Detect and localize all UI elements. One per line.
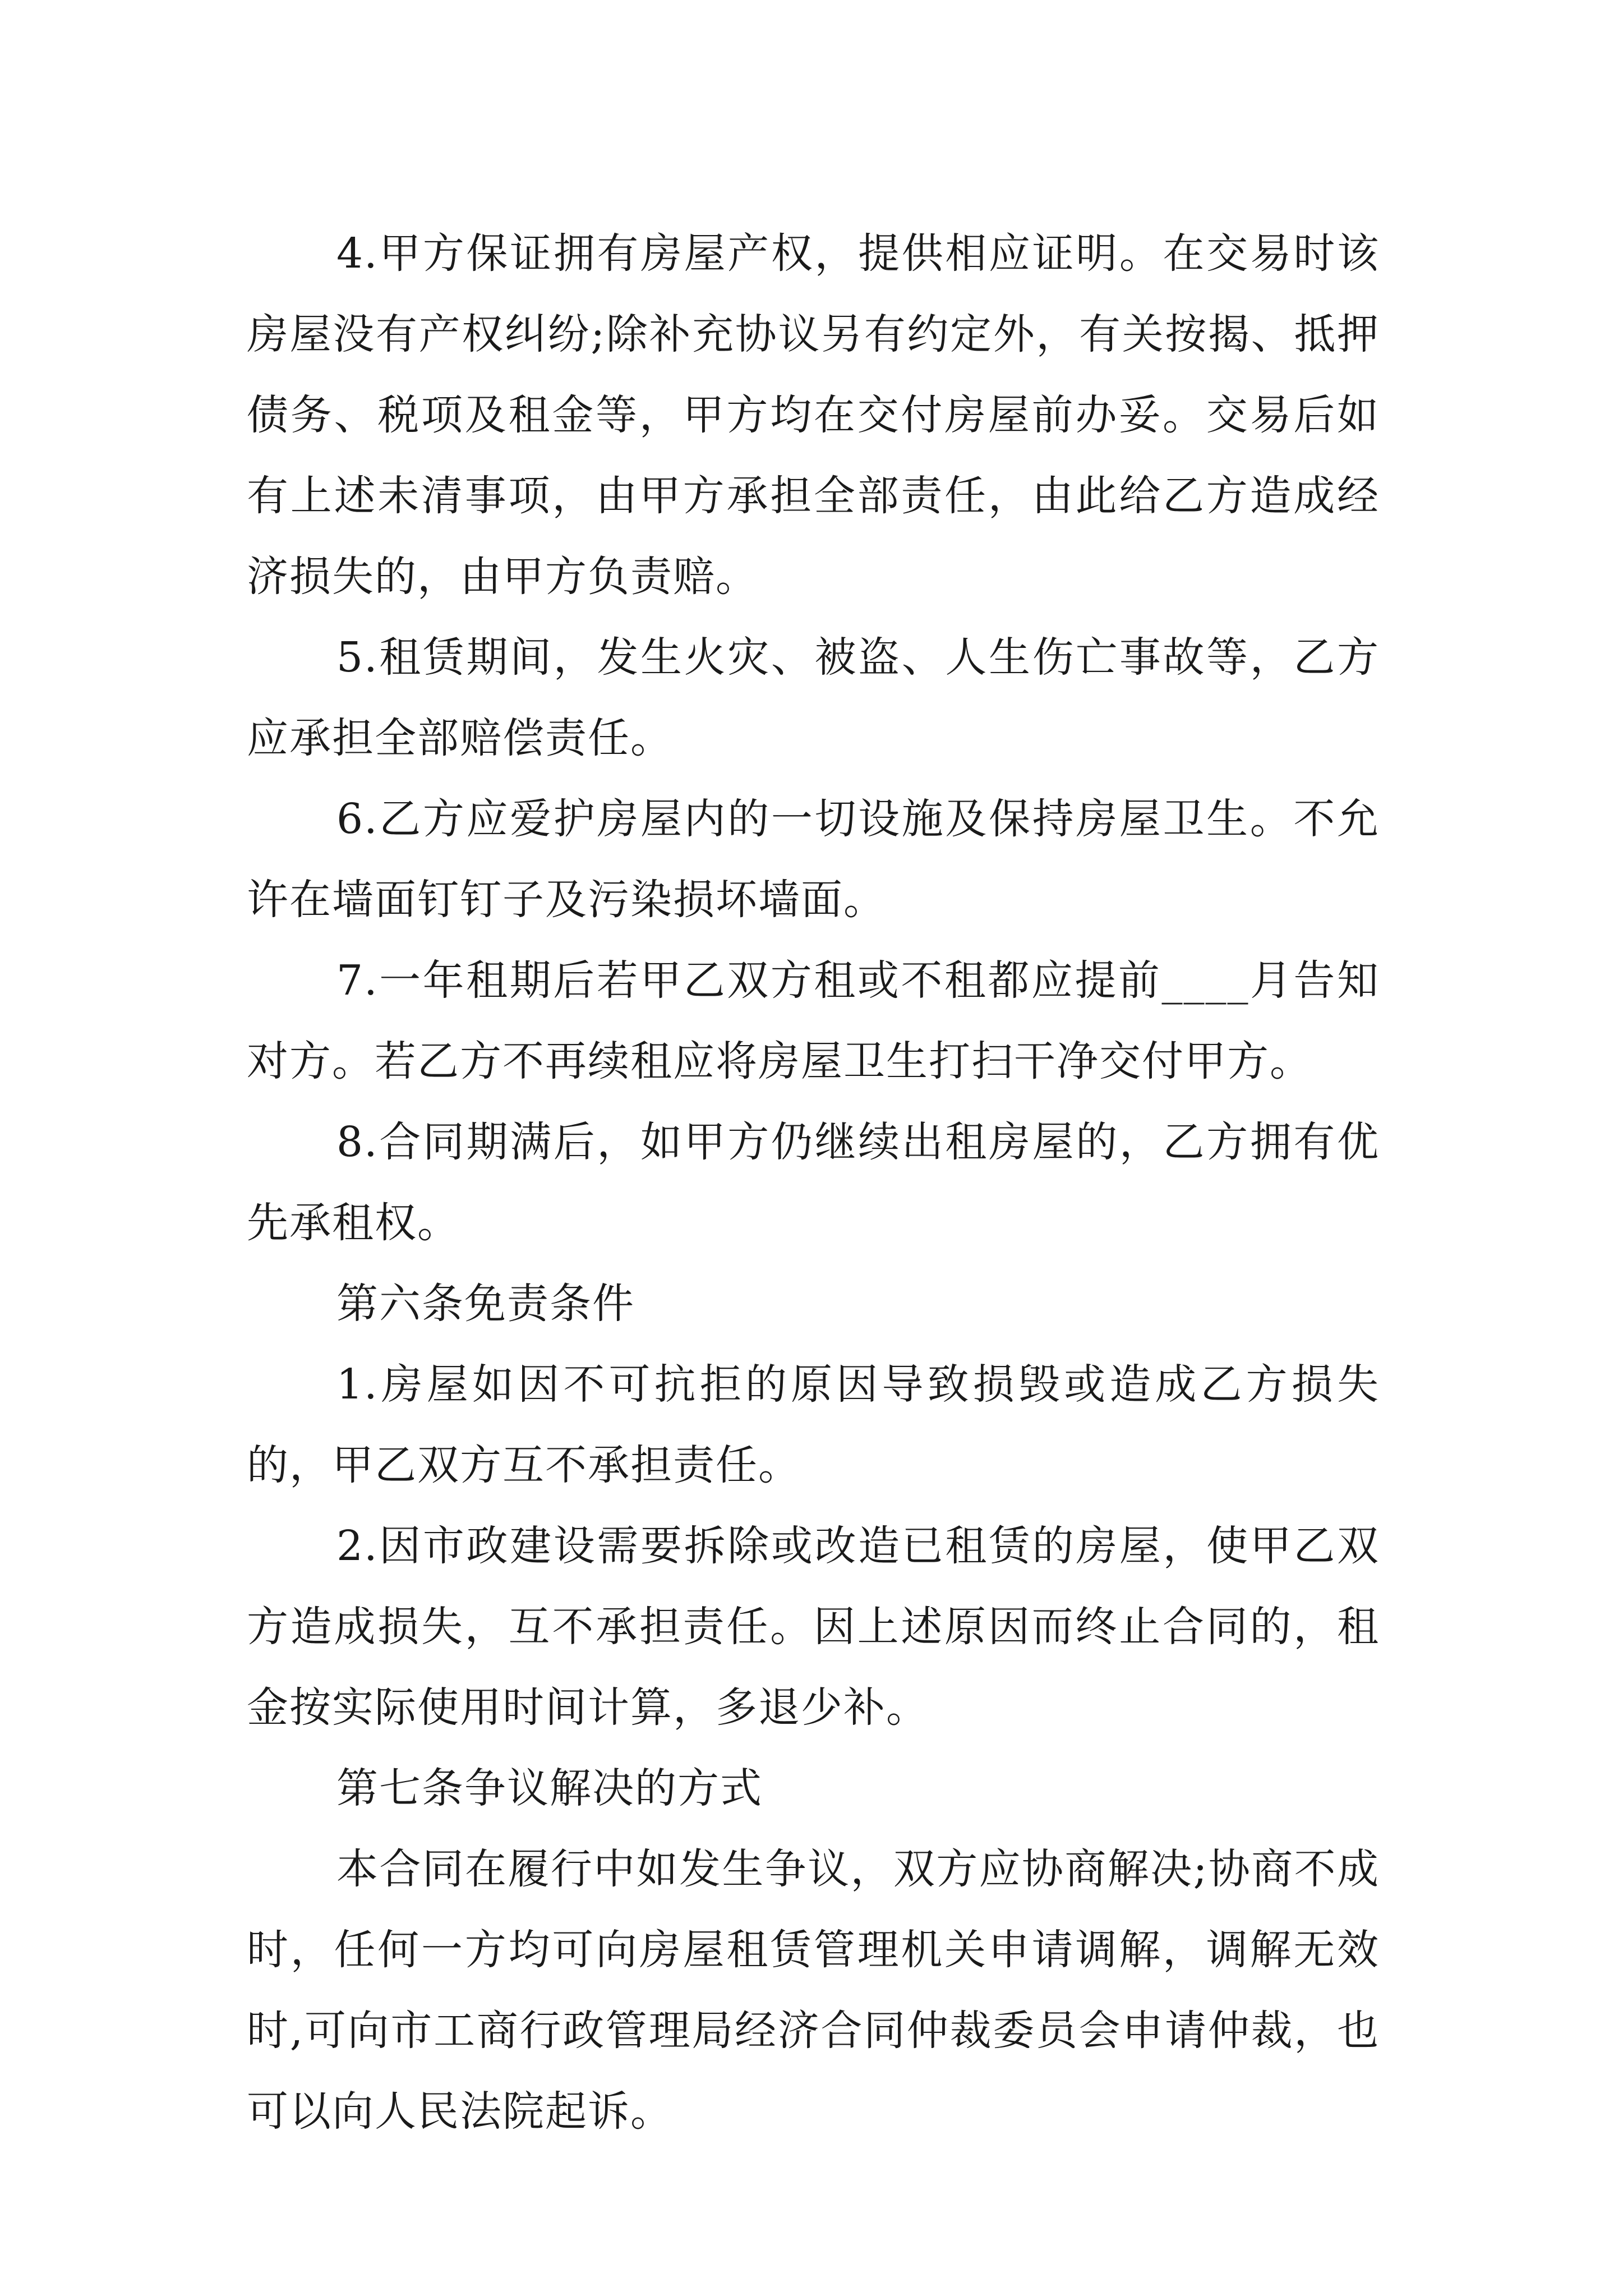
exemption-clause-2: 2.因市政建设需要拆除或改造已租赁的房屋，使甲乙双方造成损失，互不承担责任。因上述原因而终止合同的，租金按实际使用时间计算，多退少补。 <box>247 1522 1380 1732</box>
clause-6: 6.乙方应爱护房屋内的一切设施及保持房屋卫生。不允许在墙面钉钉子及污染损坏墙面。 <box>247 795 1380 924</box>
exemption-clause-1: 1.房屋如因不可抗拒的原因导致损毁或造成乙方损失的，甲乙双方互不承担责任。 <box>247 1360 1380 1489</box>
section-heading-6: 第六条免责条件 <box>336 1280 635 1328</box>
section-heading-7: 第七条争议解决的方式 <box>336 1764 763 1812</box>
clause-4: 4.甲方保证拥有房屋产权，提供相应证明。在交易时该房屋没有产权纠纷;除补充协议另有约定外，有关按揭、抵押债务、税项及租金等，甲方均在交付房屋前办妥。交易后如有上述未清事项，由甲方承担全部责任，由此给乙方造成经济损失的，由甲方负责赔。 <box>247 229 1380 601</box>
clause-5: 5.租赁期间，发生火灾、被盗、人生伤亡事故等，乙方应承担全部赔偿责任。 <box>247 633 1380 762</box>
document-body <box>247 213 1380 2152</box>
clause-7: 7.一年租期后若甲乙双方租或不租都应提前____月告知对方。若乙方不再续租应将房屋卫生打扫干净交付甲方。 <box>247 956 1380 1085</box>
clause-8: 8.合同期满后，如甲方仍继续出租房屋的，乙方拥有优先承租权。 <box>247 1118 1380 1247</box>
dispute-resolution-paragraph: 本合同在履行中如发生争议，双方应协商解决;协商不成时，任何一方均可向房屋租赁管理机关申请调解，调解无效时,可向市工商行政管理局经济合同仲裁委员会申请仲裁，也可以向人民法院起诉。 <box>247 1845 1380 2136</box>
